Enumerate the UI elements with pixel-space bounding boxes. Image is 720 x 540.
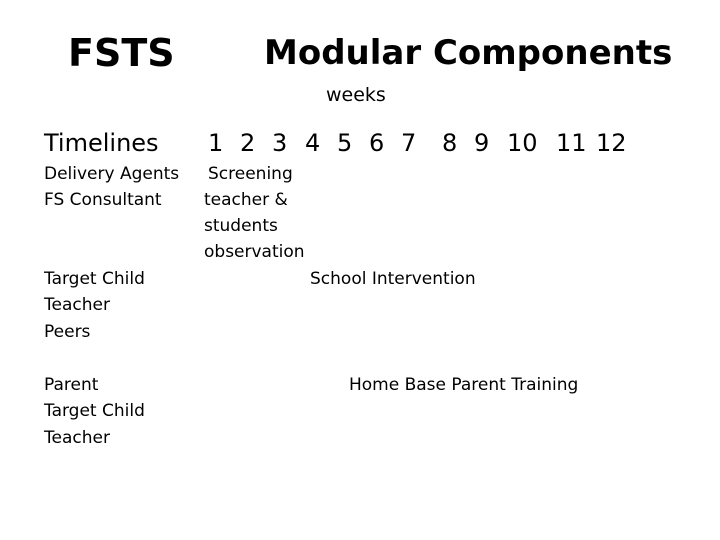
week-4: 4 xyxy=(305,129,321,157)
screening-label: Screening xyxy=(208,164,293,184)
week-9: 9 xyxy=(474,129,490,157)
teacher-and-label: teacher & xyxy=(204,190,288,210)
week-2: 2 xyxy=(240,129,256,157)
observation-label: observation xyxy=(204,242,305,262)
school-intervention-label: School Intervention xyxy=(310,269,476,289)
teacher-label-2: Teacher xyxy=(44,428,110,448)
week-5: 5 xyxy=(337,129,353,157)
target-child-label-2: Target Child xyxy=(44,401,145,421)
home-base-parent-training-label: Home Base Parent Training xyxy=(349,375,579,395)
students-label: students xyxy=(204,216,278,236)
week-12: 12 xyxy=(596,129,627,157)
title-modular-components: Modular Components xyxy=(264,33,673,73)
fs-consultant-label: FS Consultant xyxy=(44,190,162,210)
target-child-label: Target Child xyxy=(44,269,145,289)
weeks-label: weeks xyxy=(326,84,386,106)
teacher-label: Teacher xyxy=(44,295,110,315)
peers-label: Peers xyxy=(44,322,91,342)
week-8: 8 xyxy=(442,129,458,157)
delivery-agents-label: Delivery Agents xyxy=(44,164,180,184)
parent-label: Parent xyxy=(44,375,99,395)
timelines-label: Timelines xyxy=(44,129,159,157)
week-10: 10 xyxy=(507,129,538,157)
week-11: 11 xyxy=(556,129,587,157)
week-1: 1 xyxy=(208,129,224,157)
week-7: 7 xyxy=(401,129,417,157)
week-6: 6 xyxy=(369,129,385,157)
week-3: 3 xyxy=(272,129,288,157)
title-fsts: FSTS xyxy=(68,31,175,75)
